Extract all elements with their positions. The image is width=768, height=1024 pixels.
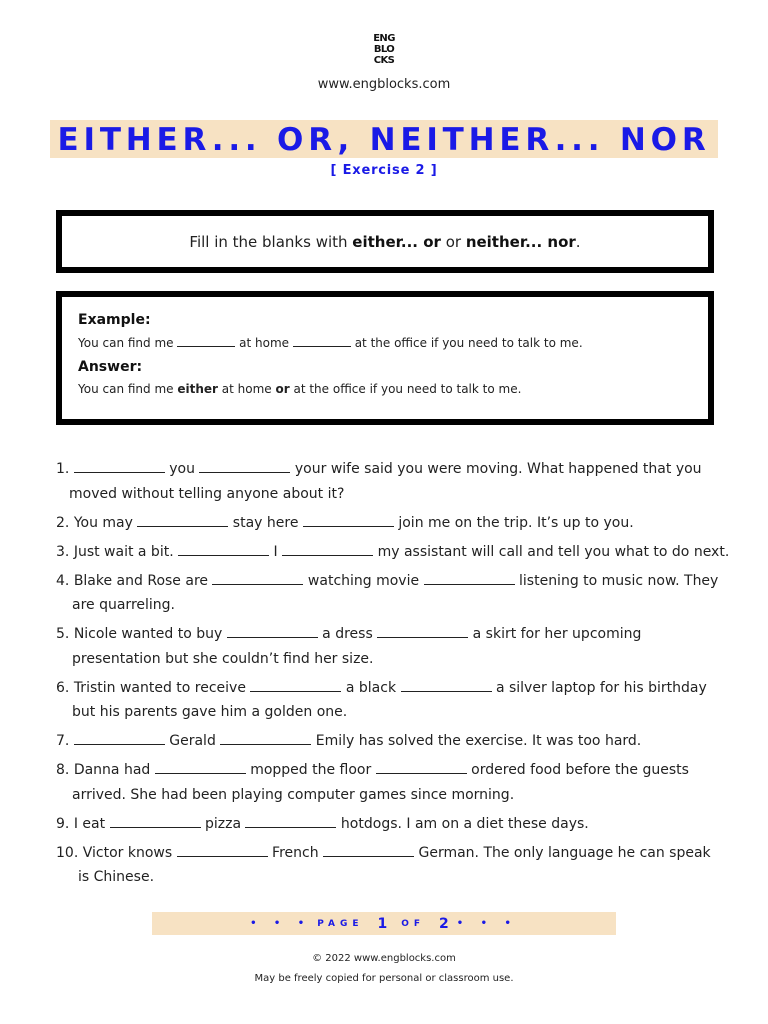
pagination-dots: • • • — [456, 918, 518, 929]
site-url[interactable]: www.engblocks.com — [317, 77, 451, 92]
answer-blank[interactable] — [401, 678, 492, 692]
question-continuation: are quarreling. — [72, 597, 175, 613]
license-text: May be freely copied for personal or classroom use. — [254, 973, 514, 984]
question-number: 4. — [56, 572, 70, 589]
of-word: OF — [401, 918, 426, 929]
question-number: 6. — [56, 679, 70, 696]
answer-blank[interactable] — [155, 760, 246, 774]
question-item: 10. Victor knows French German. The only language he can speak is Chinese. — [56, 841, 736, 890]
answer-blank[interactable] — [282, 542, 373, 556]
answer-label: Answer: — [78, 359, 143, 375]
worksheet-title: EITHER... OR, NEITHER... NOR — [50, 120, 719, 158]
question-number: 10. — [56, 844, 79, 861]
question-continuation: is Chinese. — [78, 869, 155, 885]
answer-blank[interactable] — [424, 571, 515, 585]
question-item: 9. I eat pizza hotdogs. I am on a diet these days. — [56, 815, 589, 832]
answer-blank[interactable] — [137, 513, 228, 527]
question-item: 1. you your wife said you were moving. What happened that you moved without telling anyone about it? — [56, 457, 736, 506]
answer-blank[interactable] — [110, 814, 201, 828]
answer-blank[interactable] — [303, 513, 394, 527]
total-pages: 2 — [439, 915, 449, 932]
logo-line: CKS — [373, 55, 395, 66]
instruction-text: Fill in the blanks with either... or or neither... nor. — [189, 232, 581, 251]
question-number: 2. — [56, 514, 70, 531]
answer-blank[interactable] — [376, 760, 467, 774]
exercise-subtitle: [ Exercise 2 ] — [330, 163, 438, 178]
page-word: PAGE — [317, 918, 364, 929]
instruction-box — [56, 210, 714, 273]
answer-blank[interactable] — [212, 571, 303, 585]
question-number: 9. — [56, 815, 70, 832]
answer-blank[interactable] — [199, 459, 290, 473]
question-item: 2. You may stay here join me on the trip. It’s up to you. — [56, 514, 634, 531]
question-continuation: moved without telling anyone about it? — [69, 485, 345, 502]
question-number: 8. — [56, 762, 70, 778]
example-sentence: You can find me at home at the office if you need to talk to me. — [78, 336, 583, 350]
answer-blank[interactable] — [220, 731, 311, 745]
example-label: Example: — [78, 312, 151, 328]
answer-blank[interactable] — [250, 678, 341, 692]
question-continuation: presentation but she couldn’t find her size. — [72, 650, 374, 667]
question-item: 6. Tristin wanted to receive a black a silver laptop for his birthday but his parents gave him a golden one. — [56, 676, 736, 725]
answer-blank[interactable] — [74, 731, 165, 745]
question-continuation: but his parents gave him a golden one. — [72, 704, 348, 720]
pagination-dots: • • • — [250, 918, 312, 929]
answer-blank[interactable] — [245, 814, 336, 828]
question-number: 7. — [56, 733, 70, 749]
logo-line: BLO — [373, 44, 395, 55]
answer-sentence: You can find me either at home or at the office if you need to talk to me. — [78, 382, 522, 396]
answer-blank[interactable] — [177, 843, 268, 857]
answer-blank[interactable] — [323, 843, 414, 857]
question-number: 1. — [56, 461, 70, 477]
term-neither-nor: neither... nor — [465, 232, 576, 251]
question-item: 7. Gerald Emily has solved the exercise. It was too hard. — [56, 733, 642, 749]
question-item: 4. Blake and Rose are watching movie listening to music now. They are quarreling. — [56, 569, 736, 618]
answer-blank[interactable] — [377, 624, 468, 638]
current-page: 1 — [377, 915, 388, 932]
question-list — [56, 457, 736, 894]
answer-blank[interactable] — [178, 542, 269, 556]
question-item: 5. Nicole wanted to buy a dress a skirt for her upcoming presentation but she couldn’t find her size. — [56, 622, 736, 671]
example-blank — [177, 335, 235, 347]
logo-line: ENG — [373, 33, 395, 44]
example-blank — [293, 335, 351, 347]
answer-blank[interactable] — [227, 624, 318, 638]
question-continuation: arrived. She had been playing computer games since morning. — [72, 786, 515, 803]
question-item: 8. Danna had mopped the floor ordered food before the guests arrived. She had been playing computer games since morning. — [56, 758, 736, 807]
term-either-or: either... or — [352, 232, 441, 251]
question-number: 3. — [56, 543, 70, 560]
question-number: 5. — [56, 626, 70, 642]
copyright-text: © 2022 www.engblocks.com — [312, 953, 456, 964]
engblocks-logo — [369, 33, 399, 66]
example-box — [56, 291, 714, 425]
answer-blank[interactable] — [74, 459, 165, 473]
pagination-bar — [152, 912, 616, 935]
question-item: 3. Just wait a bit. I my assistant will call and tell you what to do next. — [56, 543, 730, 560]
